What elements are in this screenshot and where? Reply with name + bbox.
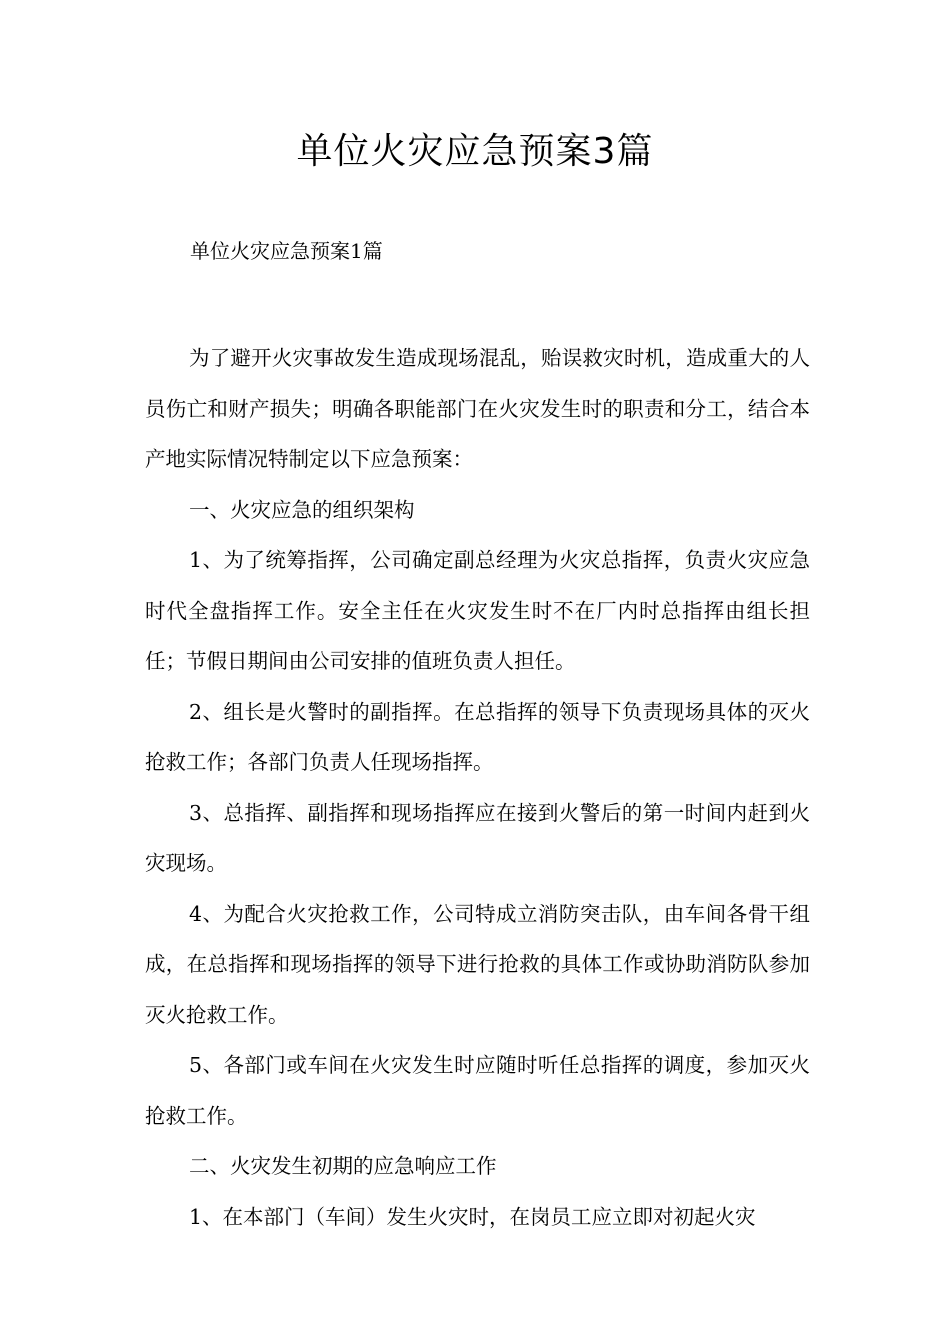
paragraph-item-5: 5、各部门或车间在火灾发生时应随时听任总指挥的调度，参加灭火抢救工作。 [145, 1053, 810, 1128]
paragraph-item-3: 3、总指挥、副指挥和现场指挥应在接到火警后的第一时间内赶到火灾现场。 [145, 800, 810, 875]
document-body [145, 333, 810, 1242]
paragraph-item-2: 2、组长是火警时的副指挥。在总指挥的领导下负责现场具体的灭火抢救工作；各部门负责人任现场指挥。 [145, 699, 810, 774]
section-heading-organization: 一、火灾应急的组织架构 [189, 497, 415, 522]
paragraph-item-1: 1、为了统筹指挥，公司确定副总经理为火灾总指挥，负责火灾应急时代全盘指挥工作。安全主任在火灾发生时不在厂内时总指挥由组长担任；节假日期间由公司安排的值班负责人担任。 [145, 548, 810, 673]
document-subtitle: 单位火灾应急预案1篇 [190, 239, 383, 263]
document-title: 单位火灾应急预案3篇 [296, 131, 654, 172]
paragraph-item-4: 4、为配合火灾抢救工作，公司特成立消防突击队，由车间各骨干组成，在总指挥和现场指挥的领导下进行抢救的具体工作或协助消防队参加灭火抢救工作。 [145, 901, 810, 1027]
section-heading-initial-response: 二、火灾发生初期的应急响应工作 [189, 1154, 497, 1178]
paragraph-response-item-1: 1、在本部门（车间）发生火灾时，在岗员工应立即对初起火灾 [189, 1204, 756, 1229]
paragraph-intro: 为了避开火灾事故发生造成现场混乱，贻误救灾时机，造成重大的人员伤亡和财产损失；明确各职能部门在火灾发生时的职责和分工，结合本产地实际情况特制定以下应急预案： [145, 346, 810, 471]
